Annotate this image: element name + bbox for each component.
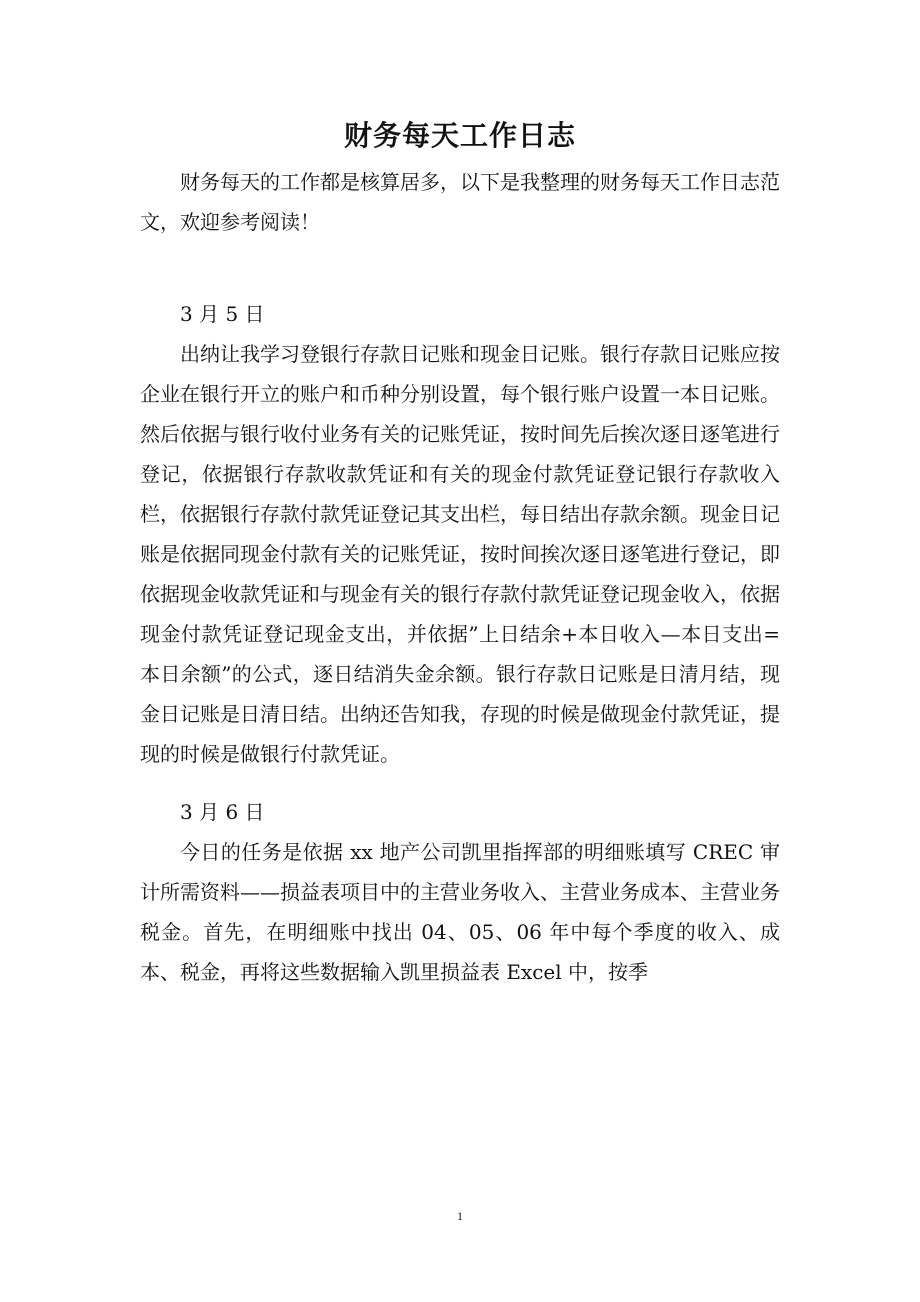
entry-date: 3 月 6 日 <box>180 800 265 824</box>
document-body <box>140 162 780 992</box>
entry-paragraph: 出纳让我学习登银行存款日记账和现金日记账。银行存款日记账应按企业在银行开立的账户和币种分别设置，每个银行账户设置一本日记账。然后依据与银行收付业务有关的记账凭证，按时间先后挨次逐日逐笔进行登记，依据银行存款收款凭证和有关的现金付款凭证登记银行存款收入栏，依据银行存款付款凭证登记其支出栏，每日结出存款余额。现金日记账是依据同现金付款有关的记账凭证，按时间挨次逐日逐笔进行登记，即依据现金收款凭证和与现金有关的银行存款付款凭证登记现金收入，依据现金付款凭证登记现金支出，并依据”上日结余+本日收入—本日支出=本日余额”的公式，逐日结消失金余额。银行存款日记账是日清月结，现金日记账是日清日结。出纳还告知我，存现的时候是做现金付款凭证，提现的时候是做银行付款凭证。 <box>140 342 780 766</box>
entry-date: 3 月 5 日 <box>180 302 265 326</box>
page-number: 1 <box>457 1209 463 1223</box>
spacer <box>140 242 780 294</box>
entry-paragraph: 今日的任务是依据 xx 地产公司凯里指挥部的明细账填写 CREC 审计所需资料——损益表项目中的主营业务收入、主营业务成本、主营业务税金。首先，在明细账中找出 04、05、06 年中每个季度的收入、成本、税金，再将这些数据输入凯里损益表 Excel 中，按季 <box>140 840 780 984</box>
intro-paragraph: 财务每天的工作都是核算居多，以下是我整理的财务每天工作日志范文，欢迎参考阅读！ <box>140 170 780 234</box>
document-title: 财务每天工作日志 <box>343 119 576 152</box>
spacer <box>140 774 780 792</box>
